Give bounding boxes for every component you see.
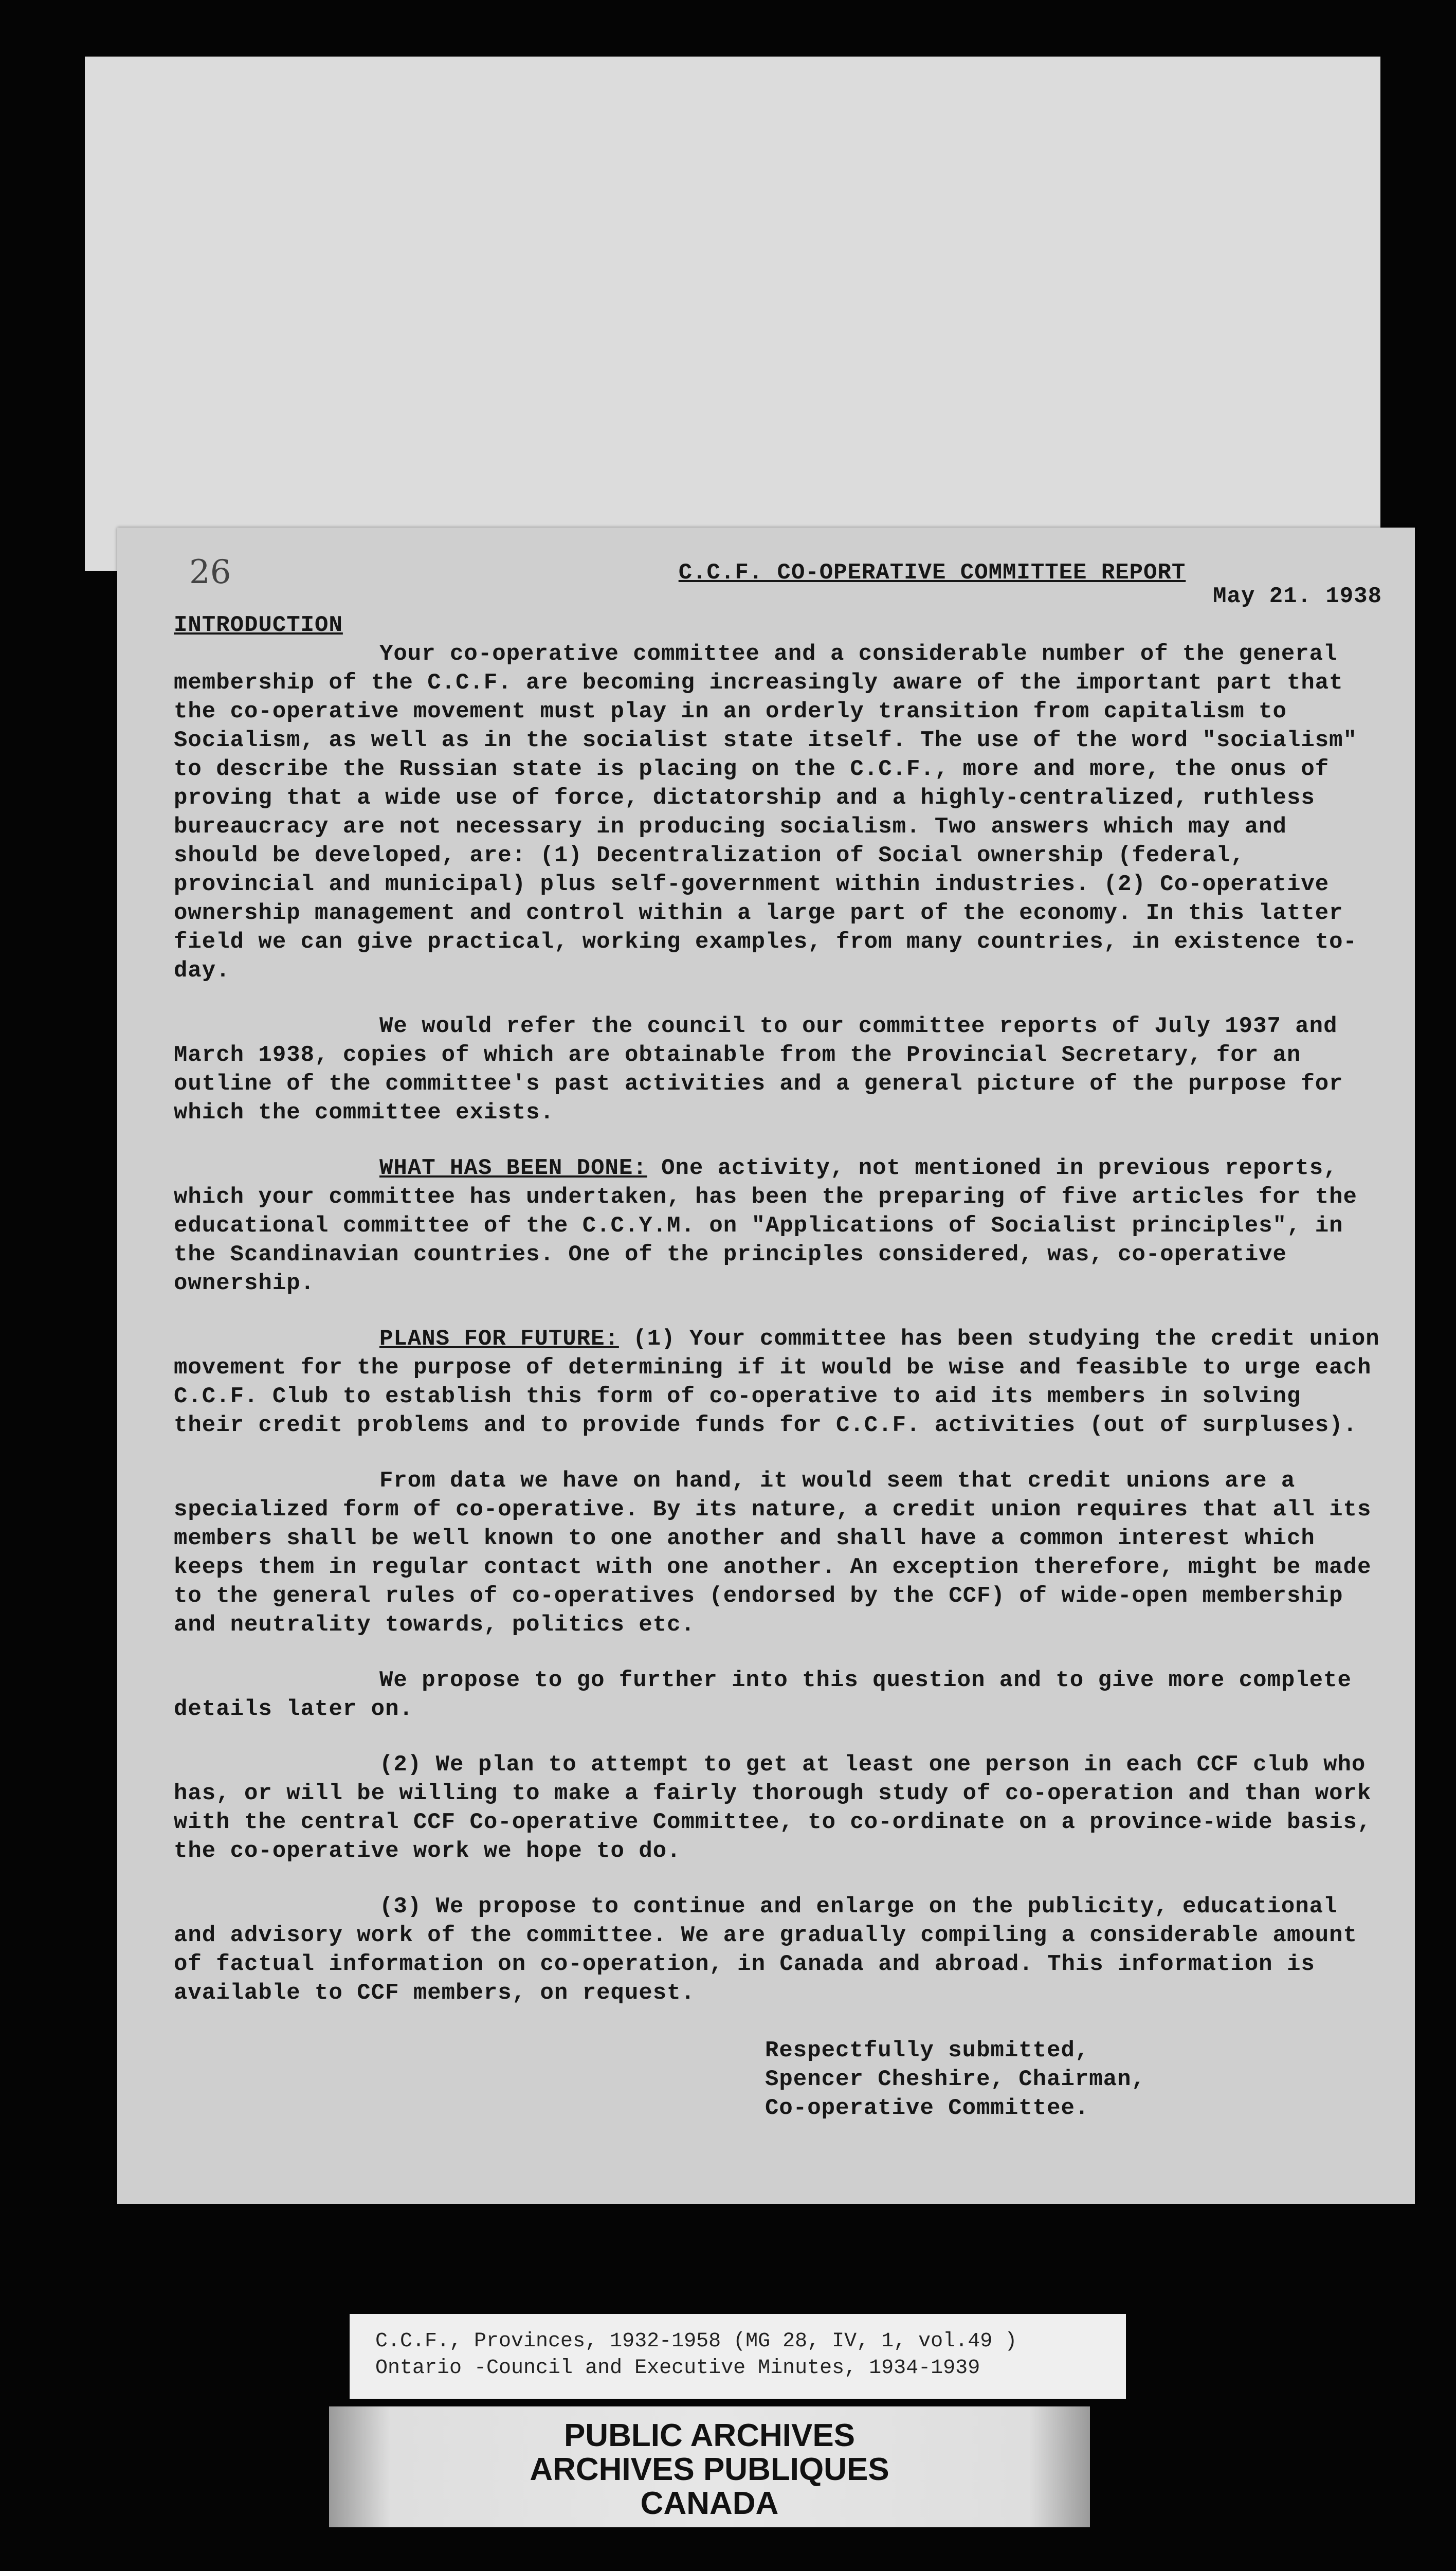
- document-page: [117, 528, 1415, 2204]
- plan-3-paragraph: (3) We propose to continue and enlarge on the publicity, educational and advisory work of the committee. We are gradually compiling a considerable amount of factual information on co-operation, in Canada and abroad. This information is available to CCF members, on request.: [174, 1894, 1357, 2006]
- stamp-line-3: CANADA: [640, 2486, 779, 2521]
- signature-line-2: Spencer Cheshire, Chairman,: [765, 2067, 1145, 2092]
- archive-citation-label: [350, 2314, 1126, 2399]
- propose-paragraph: We propose to go further into this question and to give more complete details later on.: [174, 1668, 1352, 1722]
- document-title: C.C.F. CO-OPERATIVE COMMITTEE REPORT: [678, 560, 1186, 586]
- done-heading: WHAT HAS BEEN DONE:: [379, 1155, 647, 1181]
- done-text: One activity, not mentioned in previous reports, which your committee has undertaken, has been the preparing of five articles for the educational committee of the C.C.Y.M. on "Applications of Socialist principles", in the Scandinavian countries. One of the principles considered, was, co-operative ownership.: [174, 1155, 1357, 1296]
- citation-line-2: Ontario -Council and Executive Minutes, 1934-1939: [375, 2357, 980, 2380]
- public-archives-stamp: [329, 2406, 1090, 2527]
- plan-2-paragraph: (2) We plan to attempt to get at least one person in each CCF club who has, or will be willing to make a fairly thorough study of co-operation and than work with the central CCF Co-operative Committee, to co-ordinate on a province-wide basis, the co-operative work we hope to do.: [174, 1752, 1372, 1864]
- intro-paragraph-2: We would refer the council to our committee reports of July 1937 and March 1938, copies of which are obtainable from the Provincial Secretary, for an outline of the committee's past activities and a general picture of the purpose for which the committee exists.: [174, 1013, 1343, 1126]
- intro-paragraph-1: Your co-operative committee and a considerable number of the general membership of the C.C.F. are becoming increasingly aware of the important part that the co-operative movement must play in an orderly transition from capitalism to Socialism, as well as in the socialist state itself. The use of the word "socialism" to describe the Russian state is placing on the C.C.F., more and more, the onus of proving that a wide use of force, dictatorship and a highly-centralized, ruthless bureaucracy are not necessary in producing socialism. Two answers which may and should be developed, are: (1) Decentralization of Social ownership (federal, provincial and municipal) plus self-government within industries. (2) Co-operative ownership management and control within a large part of the economy. In this latter field we can give practical, working examples, from many countries, in existence to-day.: [174, 641, 1357, 984]
- signature-line-1: Respectfully submitted,: [765, 2038, 1089, 2063]
- document-date: May 21. 1938: [1213, 584, 1382, 609]
- plans-text: (1) Your committee has been studying the credit union movement for the purpose of determining if it would be wise and feasible to urge each C.C.F. Club to establish this form of co-operative to aid its members in solving their credit problems and to provide funds for C.C.F. activities (out of surpluses).: [174, 1326, 1380, 1438]
- document-body: [174, 558, 1382, 2123]
- citation-line-1: C.C.F., Provinces, 1932-1958 (MG 28, IV, 1, vol.49 ): [375, 2330, 1017, 2353]
- stamp-line-2: ARCHIVES PUBLIQUES: [530, 2452, 889, 2487]
- introduction-heading: INTRODUCTION: [174, 612, 343, 638]
- signature-block: [765, 2036, 1382, 2123]
- signature-line-3: Co-operative Committee.: [765, 2095, 1089, 2121]
- credit-union-paragraph: From data we have on hand, it would seem that credit unions are a specialized form of co-operative. By its nature, a credit union requires that all its members shall be well known to one another and shall have a common interest which keeps them in regular contact with one another. An exception therefore, might be made to the general rules of co-operatives (endorsed by the CCF) of wide-open membership and neutrality towards, politics etc.: [174, 1468, 1372, 1638]
- stamp-line-1: PUBLIC ARCHIVES: [563, 2418, 856, 2453]
- plans-paragraph: [174, 1325, 1382, 1440]
- done-paragraph: [174, 1154, 1382, 1298]
- plans-heading: PLANS FOR FUTURE:: [379, 1326, 619, 1352]
- blank-overlay-sheet: [85, 57, 1380, 571]
- handwritten-page-number: 26: [189, 553, 231, 591]
